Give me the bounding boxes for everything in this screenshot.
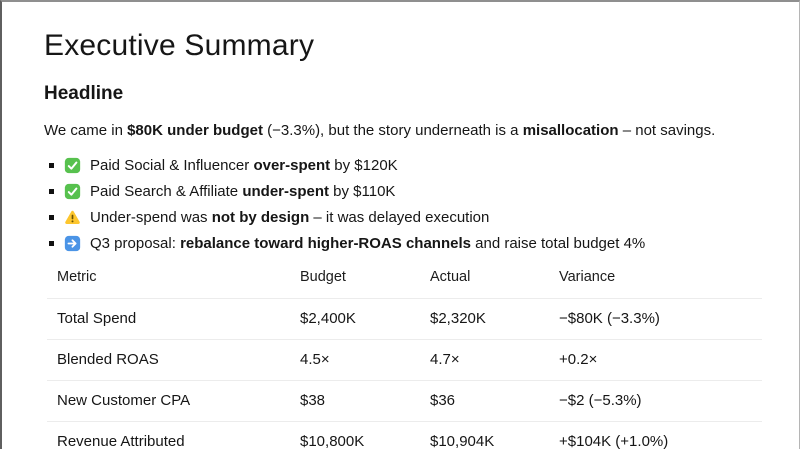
table-row [47, 380, 762, 421]
bold-text: $80K under budget [127, 122, 263, 139]
metrics-table [47, 256, 762, 449]
table-row [47, 421, 762, 449]
check-emoji-icon [64, 183, 81, 200]
table-cell: New Customer CPA [47, 380, 300, 421]
plain-text: Paid Social & Influencer [90, 156, 254, 174]
table-cell: $38 [300, 380, 430, 421]
plain-text: Under-spend was [90, 208, 212, 226]
bullet-item [49, 178, 799, 204]
table-cell: +0.2× [559, 339, 762, 380]
bullet-item [49, 152, 799, 178]
square-bullet-marker [49, 163, 54, 168]
table-cell: Revenue Attributed [47, 421, 300, 449]
bold-text: over-spent [253, 156, 331, 174]
plain-text: Q3 proposal: [90, 234, 181, 252]
table-cell: 4.7× [430, 339, 559, 380]
table-cell: Total Spend [47, 298, 300, 339]
table-cell: 4.5× [300, 339, 430, 380]
table-cell: $2,320K [430, 298, 559, 339]
plain-text: Paid Search & Affiliate [90, 182, 243, 200]
plain-text: – it was delayed execution [309, 208, 490, 226]
column-header: Actual [430, 268, 471, 285]
table-cell: $36 [430, 380, 559, 421]
plain-text: – not savings. [618, 122, 716, 139]
bullet-text [90, 183, 395, 200]
section-heading: Headline [44, 83, 124, 104]
bullet-text [90, 209, 489, 226]
plain-text: (−3.3%), but the story underneath is a [262, 122, 523, 139]
square-bullet-marker [49, 241, 54, 246]
plain-text: by $110K [329, 182, 396, 200]
table-cell: Blended ROAS [47, 339, 300, 380]
bold-text: misallocation [522, 122, 619, 139]
plain-text: and raise total budget 4% [470, 234, 646, 252]
metrics-table-body [47, 298, 762, 449]
header-row [47, 256, 762, 298]
table-cell: $10,904K [430, 421, 559, 449]
plain-text: by $120K [330, 156, 398, 174]
arrow-right-emoji-icon [64, 235, 81, 252]
column-header: Variance [559, 268, 616, 285]
square-bullet-marker [49, 189, 54, 194]
bullet-item [49, 230, 799, 256]
page-title: Executive Summary [44, 29, 315, 62]
column-header: Metric [57, 268, 97, 285]
table-cell: −$80K (−3.3%) [559, 298, 762, 339]
bold-text: rebalance toward higher-ROAS channels [180, 234, 471, 252]
table-cell: $2,400K [300, 298, 430, 339]
table-cell: −$2 (−5.3%) [559, 380, 762, 421]
table-cell: +$104K (+1.0%) [559, 421, 762, 449]
square-bullet-marker [49, 215, 54, 220]
table-row [47, 339, 762, 380]
bullet-text [90, 157, 398, 174]
metrics-table-head [47, 256, 762, 298]
bold-text: not by design [211, 208, 310, 226]
intro-paragraph [44, 120, 755, 142]
bullet-item [49, 204, 799, 230]
table-cell: $10,800K [300, 421, 430, 449]
plain-text: We came in [44, 122, 128, 139]
column-header: Budget [300, 268, 346, 285]
bullet-text [90, 235, 645, 252]
table-row [47, 298, 762, 339]
check-emoji-icon [64, 157, 81, 174]
bold-text: under-spent [242, 182, 329, 200]
warning-emoji-icon [64, 209, 81, 226]
bullet-list [49, 152, 799, 256]
